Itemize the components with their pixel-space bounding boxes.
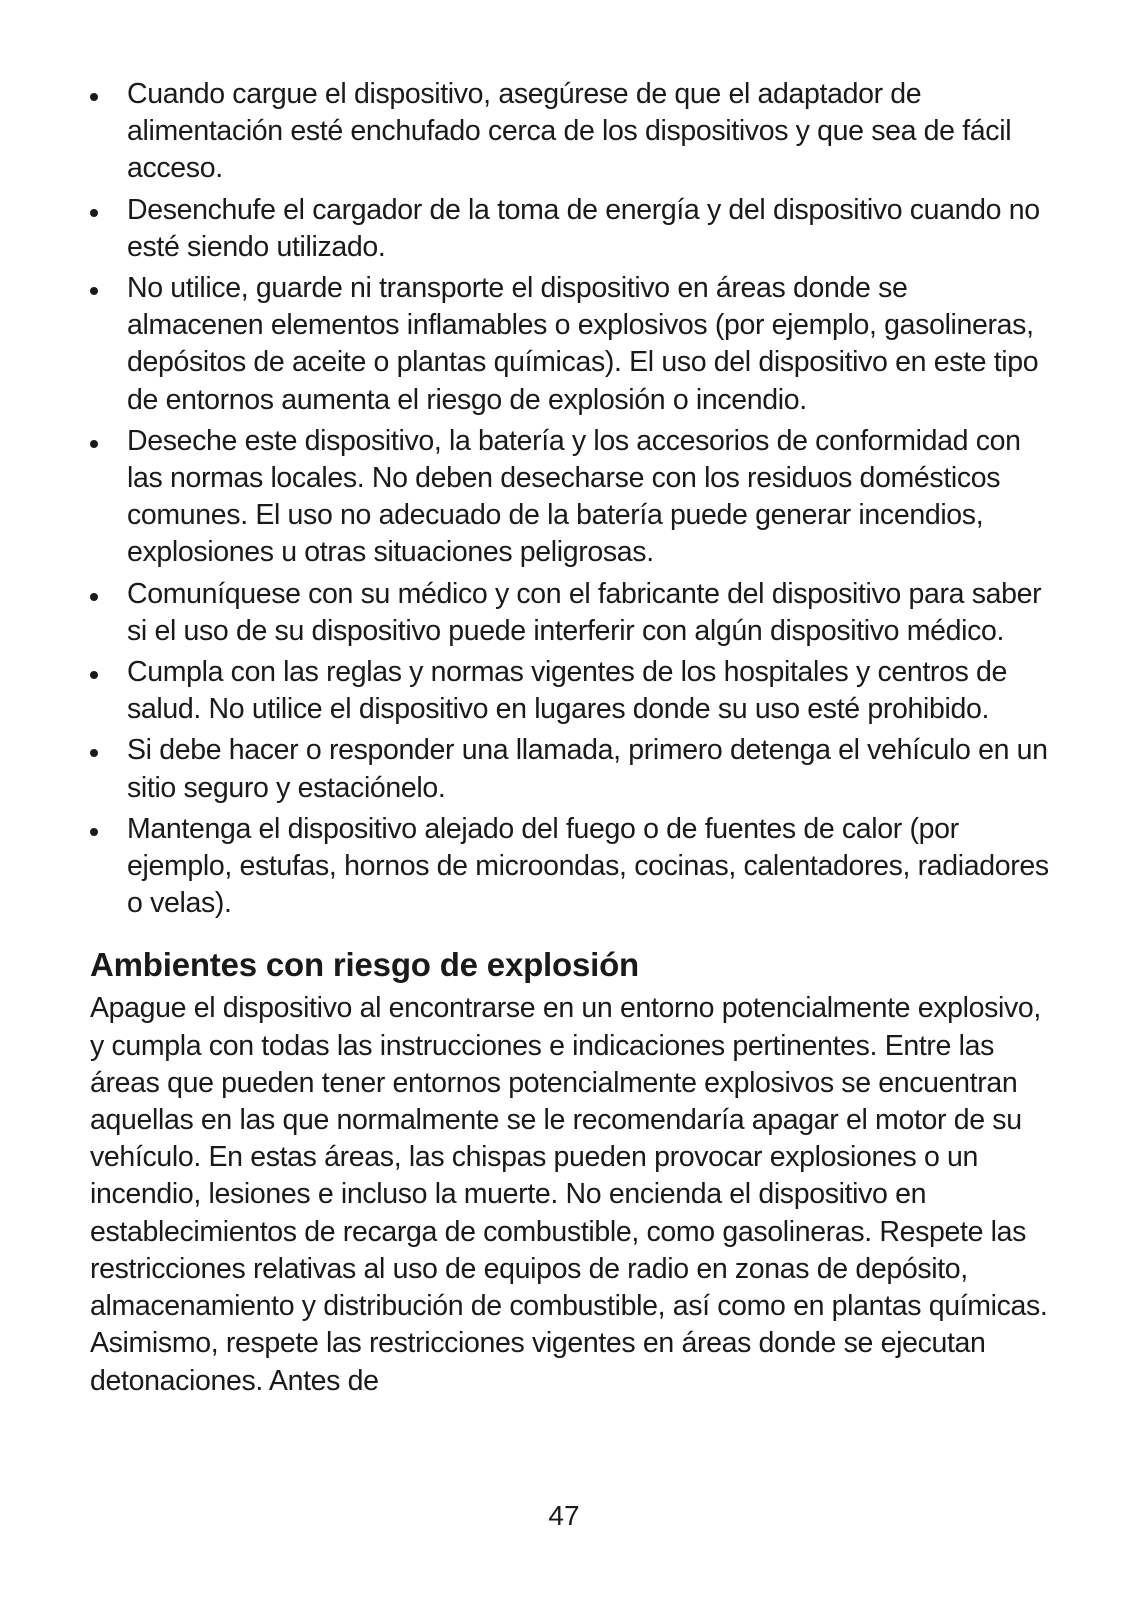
bullet-item — [90, 732, 1050, 806]
bullet-item — [90, 423, 1050, 572]
bullet-item — [90, 76, 1050, 188]
section-paragraph: Apague el dispositivo al encontrarse en un entorno potencialmente explosivo, y cumpla con todas las instrucciones e indicaciones pertinentes. Entre las áreas que pueden tener entornos potencialmente explosivos se encuentran aquellas en las que normalmente se le recomendaría apagar el motor de su vehículo. En estas áreas, las chispas pueden provocar explosiones o un incendio, lesiones e incluso la muerte. No encienda el dispositivo en establecimientos de recarga de combustible, como gasolineras. Respete las restricciones relativas al uso de equipos de radio en zonas de depósito, almacenamiento y distribución de combustible, así como en plantas químicas. Asimismo, respete las restricciones vigentes en áreas donde se ejecutan detonaciones. Antes de — [90, 992, 1048, 1397]
bullet-text: Mantenga el dispositivo alejado del fuego o de fuentes de calor (por ejemplo, estufas, hornos de microondas, cocinas, calentadores, radiadores o velas). — [127, 812, 1049, 920]
bullet-text: No utilice, guarde ni transporte el dispositivo en áreas donde se almacenen elementos inflamables o explosivos (por ejemplo, gasolineras, depósitos de aceite o plantas químicas). El uso del dispositivo en este tipo de entornos aumenta el riesgo de explosión o incendio. — [127, 272, 1039, 416]
bullet-text: Cuando cargue el dispositivo, asegúrese de que el adaptador de alimentación esté enchufado cerca de los dispositivos y que sea de fácil acceso. — [127, 78, 1012, 185]
safety-bullet-list — [90, 76, 1050, 922]
bullet-item — [90, 654, 1050, 728]
bullet-icon — [90, 749, 98, 757]
bullet-text: Desenchufe el cargador de la toma de energía y del dispositivo cuando no esté siendo utilizado. — [127, 193, 1040, 263]
document-page — [90, 76, 1050, 1400]
bullet-icon — [90, 209, 98, 217]
bullet-item — [90, 192, 1050, 266]
bullet-icon — [90, 440, 98, 448]
bullet-text: Si debe hacer o responder una llamada, primero detenga el vehículo en un sitio seguro y estaciónelo. — [127, 734, 1048, 804]
bullet-item — [90, 576, 1050, 650]
bullet-icon — [90, 287, 98, 295]
section-heading: Ambientes con riesgo de explosión — [90, 946, 640, 984]
bullet-text: Comuníquese con su médico y con el fabricante del dispositivo para saber si el uso de su dispositivo puede interferir con algún dispositivo médico. — [127, 577, 1042, 647]
bullet-icon — [90, 828, 98, 836]
bullet-icon — [90, 93, 98, 101]
bullet-item — [90, 811, 1050, 923]
bullet-icon — [90, 593, 98, 601]
bullet-text: Cumpla con las reglas y normas vigentes de los hospitales y centros de salud. No utilice el dispositivo en lugares donde su uso esté prohibido. — [127, 656, 1008, 726]
bullet-item — [90, 270, 1050, 419]
bullet-icon — [90, 671, 98, 679]
page-number: 47 — [548, 1500, 580, 1531]
bullet-text: Deseche este dispositivo, la batería y los accesorios de conformidad con las normas locales. No deben desecharse con los residuos domésticos comunes. El uso no adecuado de la batería puede generar incendios, explosiones u otras situaciones peligrosas. — [127, 424, 1021, 569]
